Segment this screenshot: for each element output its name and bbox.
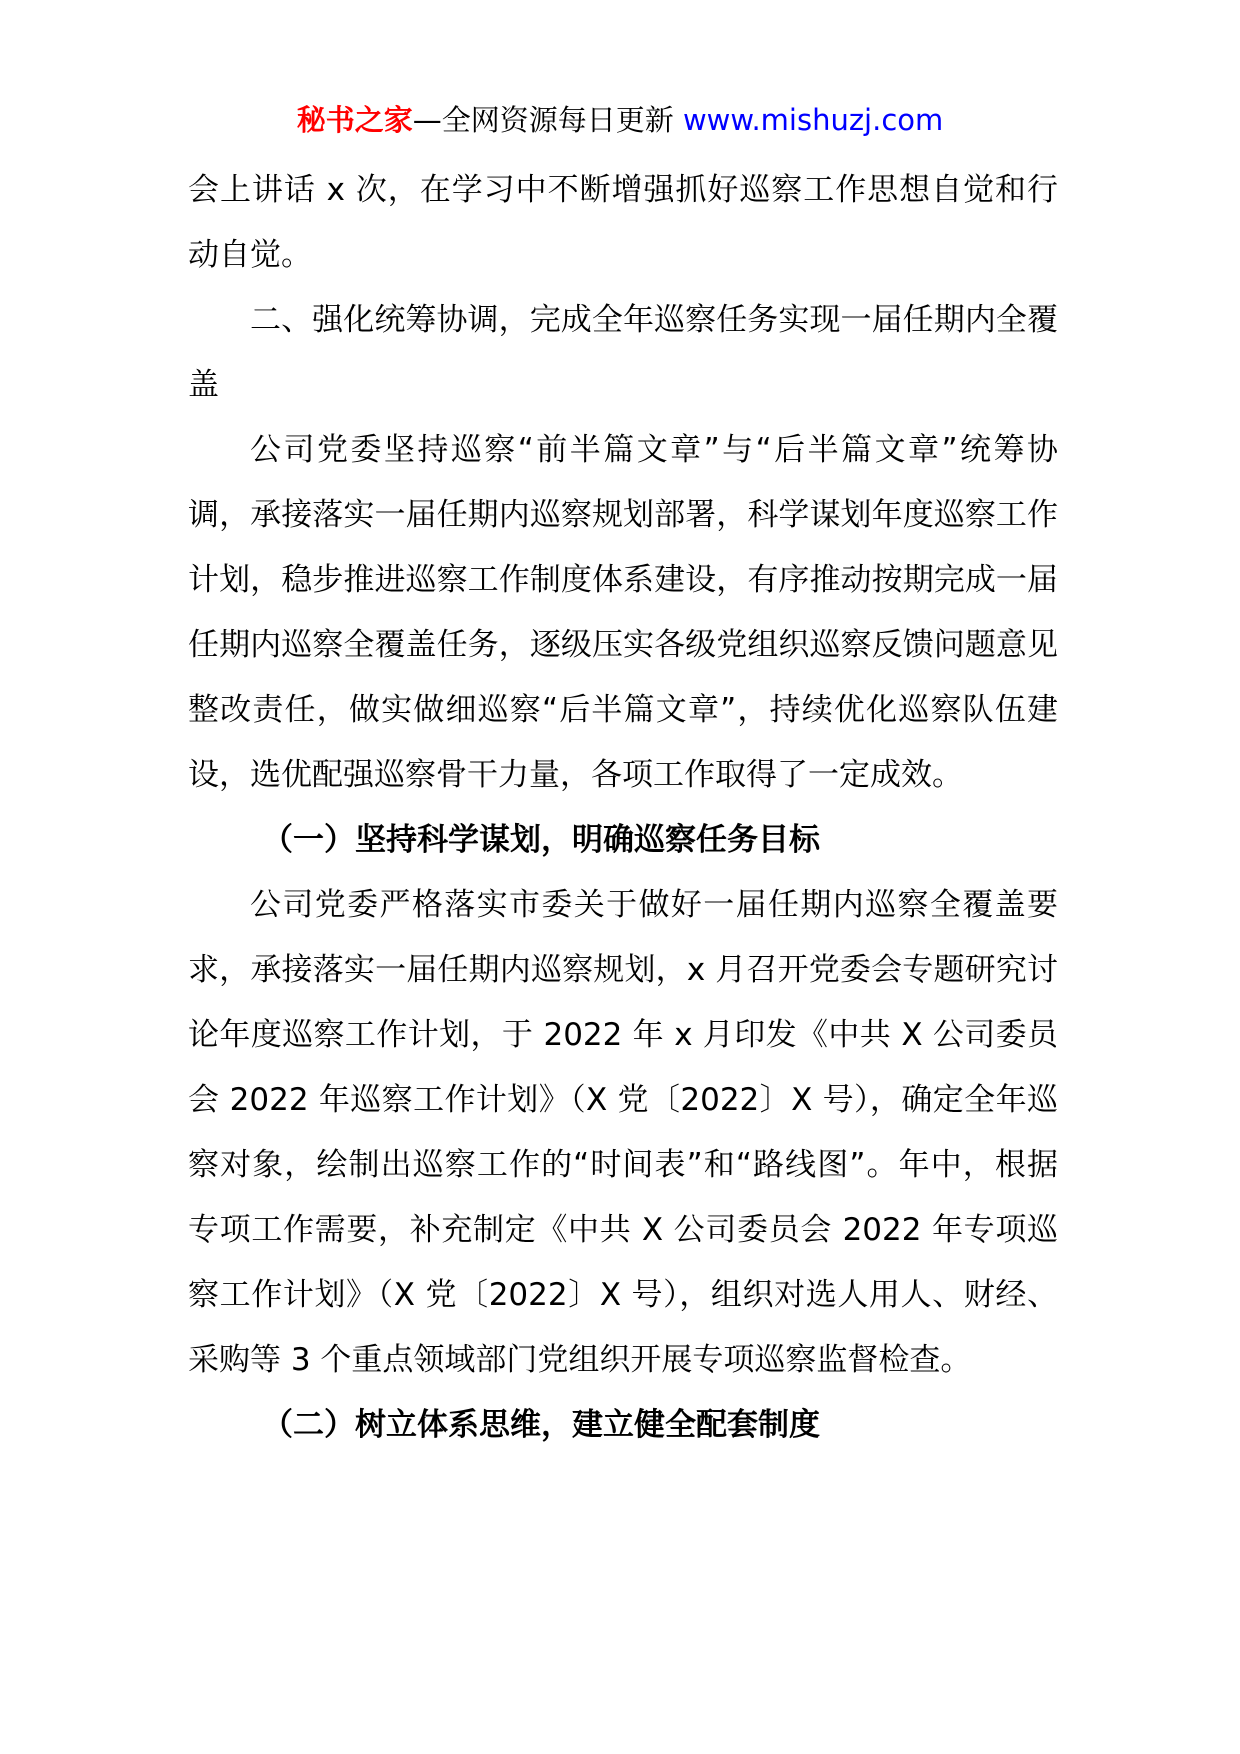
body-paragraph: 公司党委严格落实市委关于做好一届任期内巡察全覆盖要求，承接落实一届任期内巡察规划，x 月召开党委会专题研究讨论年度巡察工作计划，于 2022 年 x 月印发《中共 X 公司委员会 2022 年巡察工作计划》（X 党〔2022〕X 号），确定全年巡察对象，绘制出巡察工作的“时间表”和“路线图”。年中，根据专项工作需要，补充制定《中共 X 公司委员会 2022 年专项巡察工作计划》（X 党〔2022〕X 号），组织对选人用人、财经、采购等 3 个重点领域部门党组织开展专项巡察监督检查。 (188, 887, 1058, 1378)
header-url-link[interactable]: www.mishuzj.com (682, 103, 944, 137)
subsection-heading-2: （二）树立体系思维，建立健全配套制度 (262, 1407, 820, 1443)
header-brand: 秘书之家 (296, 103, 413, 137)
document-body (188, 158, 1058, 1458)
page-header (0, 100, 1240, 140)
paragraph-continued: 会上讲话 x 次，在学习中不断增强抓好巡察工作思想自觉和行动自觉。 (188, 172, 1058, 273)
body-paragraph: 公司党委坚持巡察“前半篇文章”与“后半篇文章”统筹协调，承接落实一届任期内巡察规划部署，科学谋划年度巡察工作计划，稳步推进巡察工作制度体系建设，有序推动按期完成一届任期内巡察全覆盖任务，逐级压实各级党组织巡察反馈问题意见整改责任，做实做细巡察“后半篇文章”，持续优化巡察队伍建设，选优配强巡察骨干力量，各项工作取得了一定成效。 (188, 432, 1058, 793)
header-tagline: —全网资源每日更新 (412, 103, 683, 137)
subsection-heading-1: （一）坚持科学谋划，明确巡察任务目标 (262, 822, 820, 858)
section-heading-2: 二、强化统筹协调，完成全年巡察任务实现一届任期内全覆盖 (188, 302, 1058, 403)
